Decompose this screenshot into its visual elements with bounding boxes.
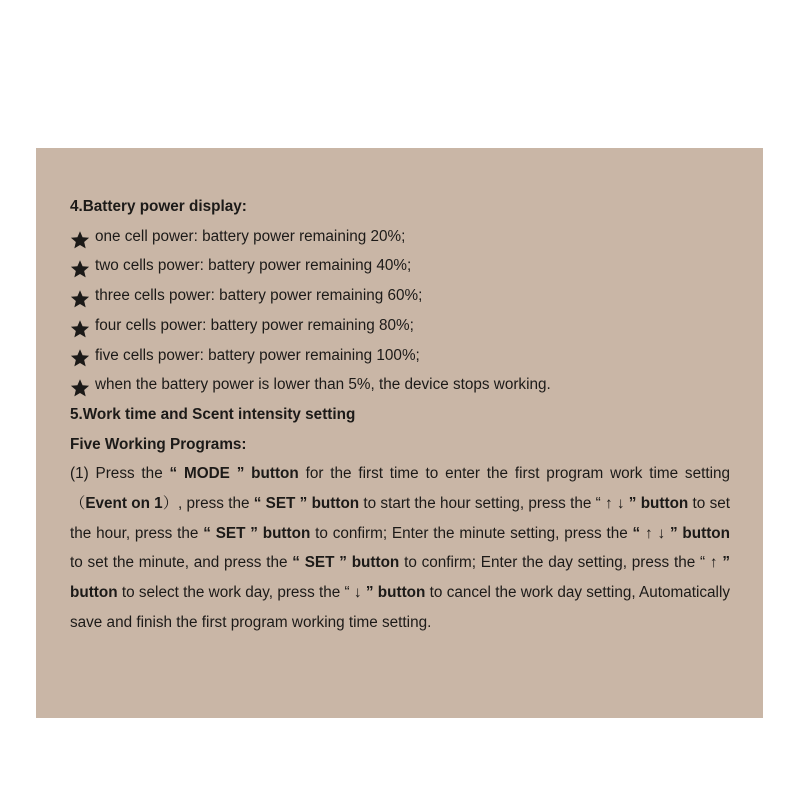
bullet-text: one cell power: battery power remaining 20%; <box>95 227 406 245</box>
event-label: Event on 1 <box>85 495 163 513</box>
down-button-ref: ” button <box>365 584 426 602</box>
program-1-instructions <box>70 459 730 637</box>
bullet-item-5 <box>70 341 729 371</box>
set-button-ref: “ SET ” button <box>253 495 360 513</box>
bullet-text: three cells power: battery power remaining 60%; <box>95 287 423 305</box>
set-button-ref: “ SET ” button <box>292 554 400 572</box>
working-programs-subheading: Five Working Programs: <box>70 435 247 453</box>
bullet-text: when the battery power is lower than 5%, the device stops working. <box>95 376 551 394</box>
star-icon <box>70 259 90 279</box>
para-text: to set the minute, and press the <box>70 554 293 572</box>
star-icon <box>70 319 90 339</box>
para-text: for the first time to enter the first program work time setting（ <box>70 465 730 513</box>
bullet-item-2 <box>70 251 729 281</box>
arrow-button-ref: ” button <box>628 495 689 513</box>
arrow-button-ref: “ ↑ ↓ ” button <box>632 524 730 542</box>
star-icon <box>70 348 90 368</box>
instruction-panel <box>36 148 763 718</box>
bullet-item-4 <box>70 311 729 341</box>
bullet-text: two cells power: battery power remaining 40%; <box>95 257 412 275</box>
para-text: to confirm; Enter the day setting, press the “ ↑ <box>399 554 723 572</box>
para-text: to cancel the work day setting, Automatically save and finish the first program working time setting. <box>70 584 730 631</box>
para-text: to set the hour, press the <box>70 495 730 542</box>
bullet-item-1 <box>70 222 729 252</box>
battery-display-heading: 4.Battery power display: <box>70 198 247 215</box>
bullet-text: five cells power: battery power remaining 100%; <box>95 346 420 364</box>
para-text: to select the work day, press the “ ↓ <box>117 584 366 602</box>
set-button-ref: “ SET ” button <box>203 524 311 542</box>
star-icon <box>70 378 90 398</box>
work-time-heading: 5.Work time and Scent intensity setting <box>70 405 356 423</box>
bullet-item-3 <box>70 281 729 311</box>
mode-button-ref: “ MODE ” button <box>169 465 299 483</box>
up-button-ref: ” button <box>70 554 730 602</box>
bullet-text: four cells power: battery power remaining 80%; <box>95 316 414 334</box>
star-icon <box>70 289 90 309</box>
para-text: to confirm; Enter the minute setting, press the <box>310 524 633 542</box>
para-text: (1) Press the <box>70 465 170 483</box>
para-text: to start the hour setting, press the “ ↑ ↓ <box>359 495 629 513</box>
bullet-item-6 <box>70 370 729 400</box>
para-text: ）, press the <box>162 495 254 513</box>
star-icon <box>70 230 90 250</box>
